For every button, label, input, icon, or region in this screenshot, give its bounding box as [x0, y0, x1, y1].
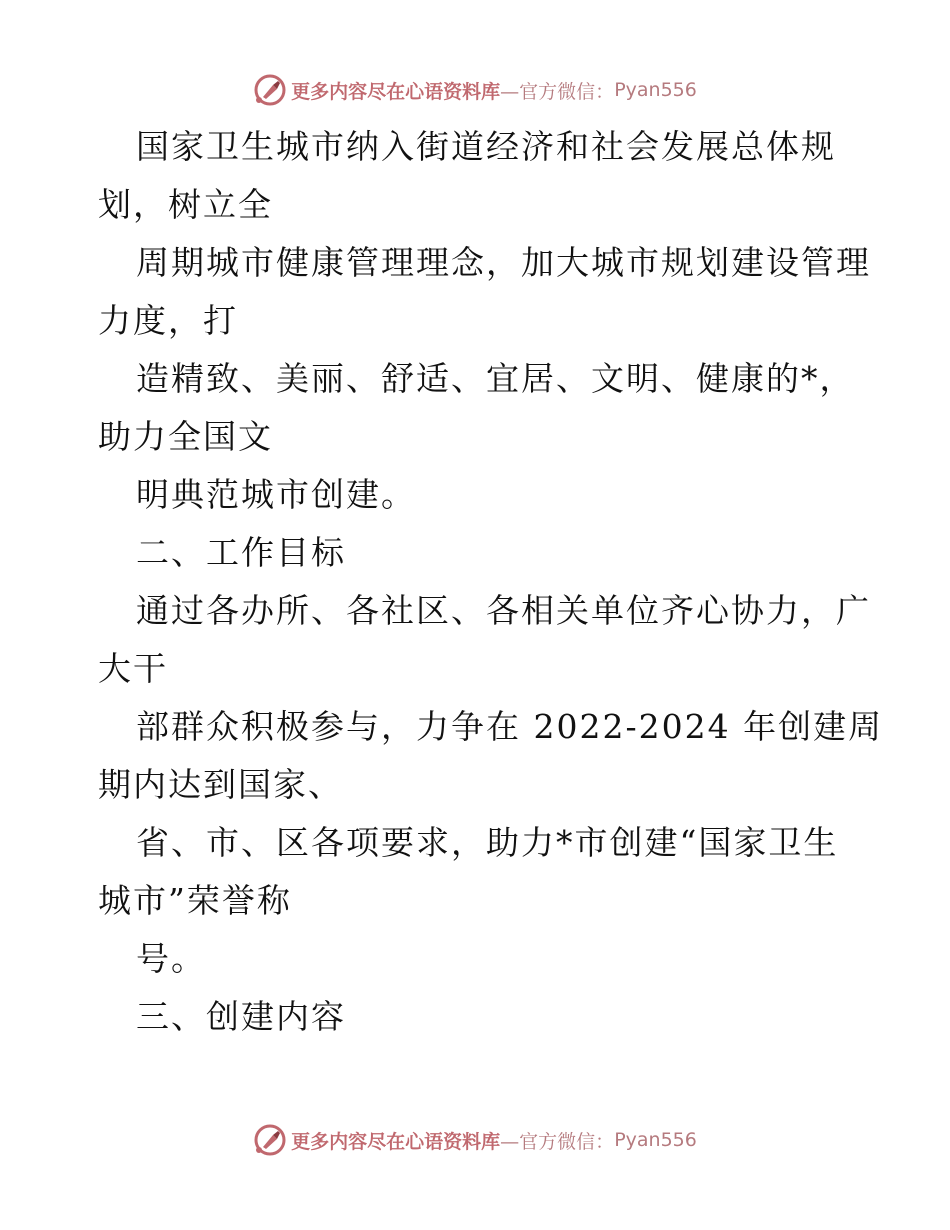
pen-nib-seal-icon	[253, 73, 287, 107]
text-line: 部群众积极参与，力争在 2022-2024 年创建周	[136, 707, 884, 746]
text-line: 省、市、区各项要求，助力*市创建“国家卫生	[136, 823, 839, 862]
section-heading: 三、创建内容	[136, 997, 346, 1036]
text-line: 明典范城市创建。	[136, 475, 416, 514]
text-line: 助力全国文	[98, 417, 273, 456]
text-line: 大干	[98, 649, 168, 688]
watermark-id: Pyan556	[614, 1129, 697, 1151]
header-watermark	[0, 70, 950, 110]
watermark-brand: 更多内容尽在心语资料库	[291, 1130, 501, 1153]
text-line: 造精致、美丽、舒适、宜居、文明、健康的*，	[136, 359, 855, 398]
text-line: 号。	[136, 939, 206, 978]
text-line: 力度，打	[98, 301, 238, 340]
watermark-contact: —官方微信：	[500, 1130, 615, 1153]
watermark-brand: 更多内容尽在心语资料库	[291, 80, 501, 103]
watermark-id: Pyan556	[614, 79, 697, 101]
text-line: 国家卫生城市纳入街道经济和社会发展总体规	[136, 127, 836, 166]
document-body	[98, 118, 898, 1046]
text-line: 期内达到国家、	[98, 765, 343, 804]
footer-watermark	[0, 1120, 950, 1160]
watermark-contact: —官方微信：	[500, 80, 615, 103]
pen-nib-seal-icon	[253, 1123, 287, 1157]
text-line: 通过各办所、各社区、各相关单位齐心协力，广	[136, 591, 871, 630]
text-line: 划，树立全	[98, 185, 273, 224]
text-line: 城市”荣誉称	[98, 881, 292, 920]
text-line: 周期城市健康管理理念，加大城市规划建设管理	[136, 243, 871, 282]
section-heading: 二、工作目标	[136, 533, 346, 572]
